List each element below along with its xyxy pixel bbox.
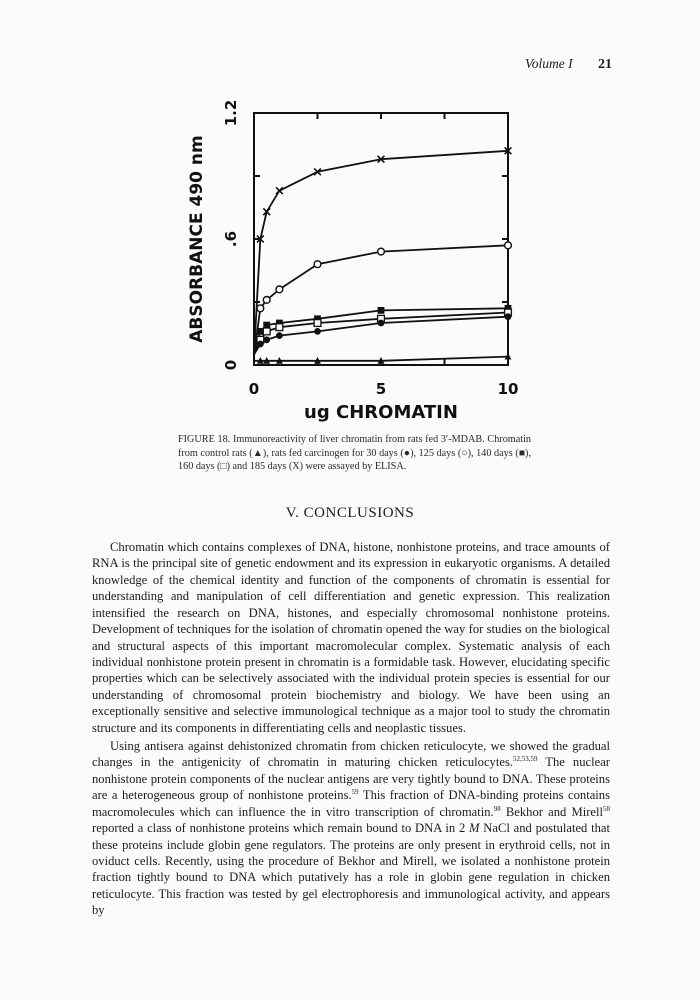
data-point-open-circle <box>257 305 264 312</box>
x-tick-label: 10 <box>497 380 519 398</box>
reference-52-53-59: 52,53,59 <box>513 755 538 764</box>
series-filled-square <box>254 305 511 355</box>
data-point-open-square <box>263 328 270 335</box>
x-tick-labels <box>249 380 519 398</box>
data-point-filled-circle <box>314 328 321 335</box>
reference-98: 98 <box>493 804 501 813</box>
data-point-filled-circle <box>505 313 512 320</box>
p2-text-a: Using antisera against dehistonized chromatin from chicken reticulocyte, we showed the gradual changes in the antigenicity of chromatin in maturing chicken reticulocytes. <box>92 739 610 770</box>
data-point-open-circle <box>505 242 512 249</box>
data-point-open-circle <box>378 248 385 255</box>
plot-frame <box>254 113 508 365</box>
series-line-open-circle <box>254 245 508 354</box>
p2-text-f: NaCl and postulated that these proteins include globin gene regulators. The proteins are only present in erythroid cells, not in oviduct cells. Recently, using the procedure of Bekhor and Mirell, we isolated a nonhistone protein fraction tightly bound to DNA which putatively has a role in globin gene regulation in chicken reticulocyte. This fraction was tested by gel electrophoresis and immunological activity, and appears by <box>92 821 610 918</box>
x-axis-label: ug CHROMATIN <box>304 402 458 423</box>
volume-label: Volume I <box>525 56 573 71</box>
y-tick-label: 1.2 <box>222 99 240 127</box>
data-point-filled-circle <box>263 336 270 343</box>
paragraph-2 <box>92 738 610 919</box>
molar-unit: M <box>469 821 480 836</box>
data-point-open-square <box>276 324 283 331</box>
data-point-filled-circle <box>257 341 264 348</box>
page-header <box>525 56 612 73</box>
paragraph-1: Chromatin which contains complexes of DNA, histone, nonhistone proteins, and trace amounts of RNA is the principal site of genetic endowment and its expression in eukaryotic organisms. A detailed knowledge of the chemical identity and function of the components of chromatin is essential for understanding and manipulation of cell differentiation and genetic expression. This realization intensified the research on DNA, histones, and especially chromosomal nonhistone proteins. Development of techniques for the isolation of chromatin opened the way for studies on the biological and structural aspects of this important macromolecular complex. Systematic analysis of each individual nonhistone protein present in chromatin is a formidable task. However, elucidating specific properties which can be selectively associated with the individual protein species is essential for our understanding of chromosomal protein biochemistry and biology. We have been using an exceptionally sensitive and selective immunological technique as a major tool to study the chromatin structure and its components in differentiating cells and neoplastic tissues. <box>92 540 610 735</box>
data-point-x <box>276 187 283 194</box>
figure-caption: FIGURE 18. Immunoreactivity of liver chromatin from rats fed 3′-MDAB. Chromatin from control rats (▲), rats fed carcinogen for 30 days (●), 125 days (○), 140 days (■), 160 days (□) and 185 days (X) were assayed by ELISA. <box>178 434 531 473</box>
p2-text-e: reported a class of nonhistone proteins which remain bound to DNA in 2 <box>92 821 470 836</box>
y-tick-label: 0 <box>222 359 240 371</box>
y-tick-labels <box>222 100 240 371</box>
body-text <box>92 539 610 919</box>
data-point-open-circle <box>276 286 283 293</box>
y-axis-label: ABSORBANCE 490 nm <box>187 135 207 343</box>
data-point-open-circle <box>263 297 270 304</box>
p2-text-d: Bekhor and Mirell <box>500 804 604 819</box>
p2-text-b: The nuclear nonhistone protein components of the nuclear antigens are very tightly bound to DNA. These proteins are a heterogeneous group of nonhistone proteins. <box>92 755 610 803</box>
absorbance-chart <box>150 76 550 426</box>
section-heading: V. CONCLUSIONS <box>285 505 415 521</box>
x-tick-label: 5 <box>375 380 387 398</box>
data-point-open-circle <box>314 261 321 268</box>
page-number: 21 <box>598 57 612 72</box>
series-filled-triangle <box>254 353 511 364</box>
series-open-circle <box>254 242 511 355</box>
p2-text-c: This fraction of DNA-binding proteins contains macromolecules which can influence the in vitro transcription of chromatin. <box>92 788 610 819</box>
y-tick-marks <box>254 113 508 365</box>
data-point-filled-circle <box>276 332 283 339</box>
y-tick-label: .6 <box>222 230 240 248</box>
data-point-filled-circle <box>378 320 385 327</box>
reference-59: 59 <box>351 788 359 797</box>
x-tick-marks <box>254 113 508 365</box>
reference-58: 58 <box>603 804 611 813</box>
data-point-open-square <box>314 320 321 327</box>
data-point-filled-square <box>378 307 385 314</box>
series-open-square <box>254 309 511 354</box>
series-group <box>254 147 511 363</box>
x-tick-label: 0 <box>248 380 260 398</box>
